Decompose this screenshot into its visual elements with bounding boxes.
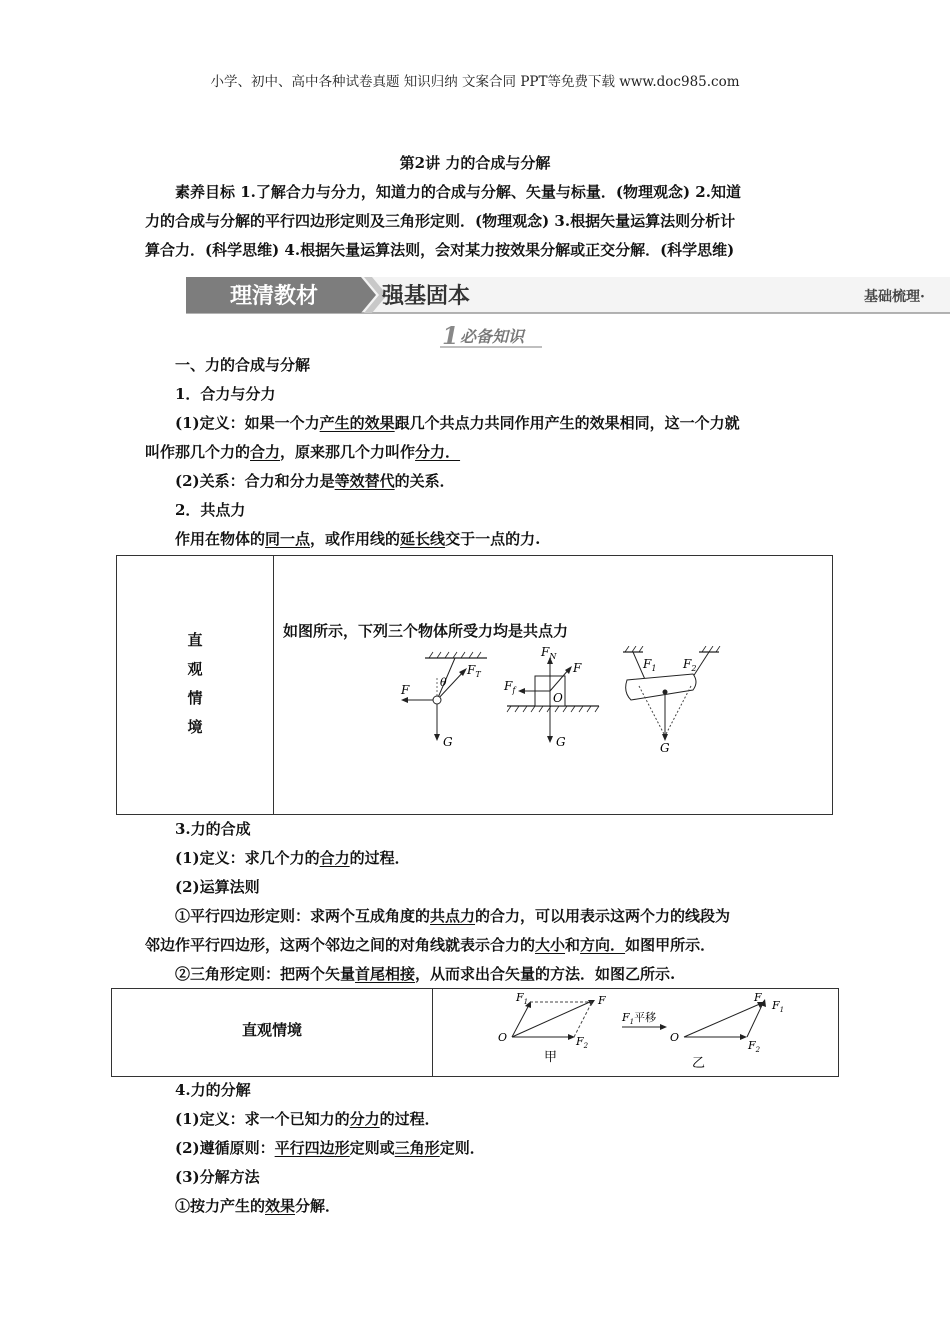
subsection-badge [438, 320, 548, 350]
s3-parallelogram-line1: ①平行四边形定则：求两个互成角度的共点力的合力，可以用表示这两个力的线段为 [175, 907, 731, 925]
s4-definition: (1)定义：求一个已知力的分力的过程． [175, 1110, 440, 1128]
fig2-Ff-label: $F_f$ [504, 679, 516, 695]
vector-rule-figure [492, 991, 792, 1073]
banner-right-text: 强基固本 [382, 283, 471, 309]
badge-number: 1 [442, 321, 459, 350]
page-header: 小学、初中、高中各种试卷真题 知识归纳 文案合同 PPT等免费下载 www.doc985.com [210, 74, 740, 90]
fig3-F1-label: $F_1$ [643, 657, 657, 673]
table1-label-cell: 直 观 情 境 [117, 556, 274, 814]
s3-definition: (1)定义：求几个力的合力的过程． [175, 849, 410, 867]
jia-caption: 甲 [544, 1050, 558, 1065]
s3-parallelogram-line2: 邻边作平行四边形，这两个邻边之间的对角线就表示合力的大小和方向．如图甲所示． [145, 936, 716, 954]
table2-label-cell: 直观情境 [112, 989, 433, 1076]
badge-text: 必备知识 [460, 327, 525, 346]
section-banner [186, 276, 950, 314]
banner-side-text: 基础梳理· [864, 289, 925, 305]
fig2-FN-label: $F_N$ [541, 646, 557, 661]
s1-relation: (2)关系：合力和分力是等效替代的关系． [175, 472, 455, 490]
page-title: 第2讲 力的合成与分解 [399, 154, 551, 172]
table1-caption: 如图所示，下列三个物体所受力均是共点力 [283, 622, 569, 640]
fig1-F-label: F [401, 683, 410, 697]
yi-F1-label: $F_1$ [772, 999, 785, 1014]
s2-heading: 2．共点力 [175, 501, 246, 519]
fig1-FT-label: $F_T$ [467, 663, 481, 679]
s2-definition: 作用在物体的同一点，或作用线的延长线交于一点的力. [175, 530, 541, 548]
s4-method-heading: (3)分解方法 [175, 1168, 260, 1186]
banner-left-text: 理清教材 [230, 283, 319, 309]
s4-heading: 4.力的分解 [175, 1081, 251, 1099]
jia-F2-label: $F_2$ [576, 1035, 589, 1050]
jia-F1-label: $F_1$ [516, 991, 529, 1006]
goals-line-2: 力的合成与分解的平行四边形定则及三角形定则．(物理观念) 3.根据矢量运算法则分析计 [145, 212, 736, 230]
goals-line-1: 素养目标 1.了解合力与分力，知道力的合成与分解、矢量与标量．(物理观念) 2.知道 [175, 183, 741, 201]
fig2-F-label: F [573, 661, 582, 675]
s4-principle: (2)遵循原则：平行四边形定则或三角形定则． [175, 1139, 485, 1157]
concurrent-force-table [116, 555, 833, 815]
fig1-theta-label: θ [440, 676, 447, 689]
s4-method-effect: ①按力产生的效果分解． [175, 1197, 341, 1215]
s1-heading: 1．合力与分力 [175, 385, 276, 403]
s3-rules-heading: (2)运算法则 [175, 878, 260, 896]
yi-O-label: O [670, 1031, 680, 1044]
fig3-G-label: G [660, 741, 670, 755]
goals-line-3: 算合力．(科学思维) 4.根据矢量运算法则，会对某力按效果分解或正交分解．(科学思维) [145, 241, 735, 259]
s3-triangle-rule: ②三角形定则：把两个矢量首尾相接，从而求出合矢量的方法．如图乙所示. [175, 965, 676, 983]
fig2-G-label: G [556, 735, 566, 749]
fig2-O-label: O [553, 691, 563, 705]
fig3-F2-label: $F_2$ [683, 657, 697, 673]
shift-label: $F_1$平移 [622, 1011, 657, 1026]
jia-O-label: O [498, 1031, 508, 1044]
concurrent-force-figure [387, 646, 747, 756]
s3-heading: 3.力的合成 [175, 820, 251, 838]
yi-F-label: F [754, 991, 762, 1004]
s1-definition-line2: 叫作那几个力的合力，原来那几个力叫作分力． [145, 443, 461, 461]
jia-F-label: F [598, 994, 606, 1007]
vector-rule-table [111, 988, 839, 1077]
yi-F2-label: $F_2$ [748, 1039, 761, 1054]
fig1-G-label: G [443, 735, 453, 749]
s1-definition-line1: (1)定义：如果一个力产生的效果跟几个共点力共同作用产生的效果相同，这一个力就 [175, 414, 740, 432]
section-heading: 一、力的合成与分解 [175, 356, 311, 374]
yi-caption: 乙 [692, 1056, 706, 1071]
